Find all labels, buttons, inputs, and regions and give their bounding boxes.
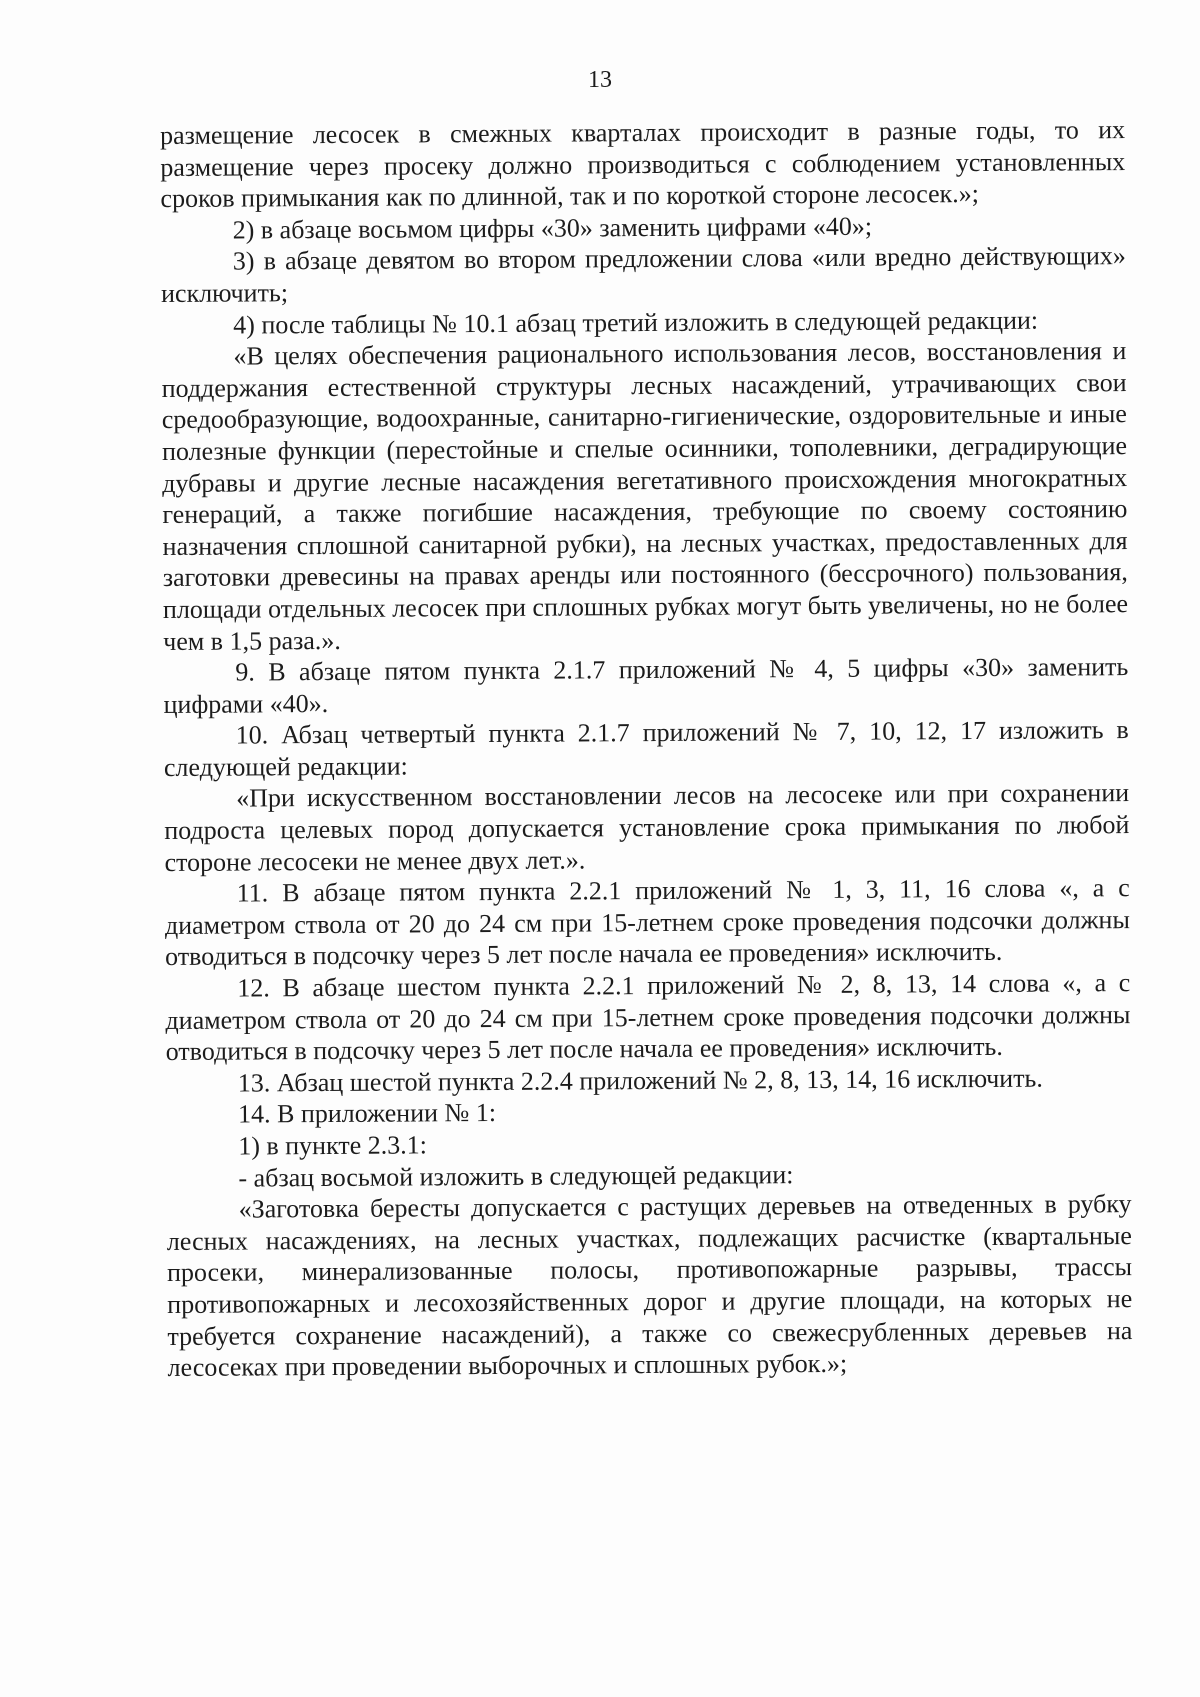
paragraph: 14. В приложении № 1:	[237, 1098, 497, 1129]
paragraph: размещение лесосек в смежных кварталах происходит в разные годы, то их размещение через просеку должно производиться с соблюдением установленных сроков примыкания как по длинной, так и по короткой стороне лесосек.»;	[160, 115, 1126, 214]
quoted-paragraph: «При искусственном восстановлении лесов на лесосеке или при сохранении подроста целевых пород допускается установление срока примыкания по любой стороне лесосеки не менее двух лет.».	[164, 778, 1130, 877]
paragraph: 11. В абзаце пятом пункта 2.2.1 приложений № 1, 3, 11, 16 слова «, а с диаметром ствола от 20 до 24 см при 15-летнем сроке проведения подсочки должны отводиться в подсочку через 5 лет после начала ее проведения» исключить.	[164, 873, 1130, 972]
quoted-paragraph: «Заготовка бересты допускается с растущих деревьев на отведенных в рубку лесных насаждениях, на лесных участках, подлежащих расчистке (квартальные просеки, минерализованные полосы, противопожарные разрывы, трассы противопожарных и лесохозяйственных дорог и другие площади, на которых не требуется сохранение насаждений), а также со свежесрубленных деревьев на лесосеках при проведении выборочных и сплошных рубок.»;	[166, 1189, 1133, 1383]
quoted-paragraph: «В целях обеспечения рационального использования лесов, восстановления и поддержания естественной структуры лесных насаждений, утрачивающих свои средообразующие, водоохранные, санитарно-гигиенические, оздоровительные и иные полезные функции (перестойные и спелые осинники, тополевники, деградирующие дубравы и другие лесные насаждения вегетативного происхождения многократных генераций, а также погибшие насаждения, требующие по своему состоянию назначения сплошной санитарной рубки), на лесных участках, предоставленных для заготовки древесины на правах аренды или постоянного (бессрочного) пользования, площади отдельных лесосек при сплошных рубках могут быть увеличены, но не более чем в 1,5 раза.».	[161, 336, 1129, 656]
paragraph: 10. Абзац четвертый пункта 2.1.7 приложений № 7, 10, 12, 17 изложить в следующей редакции:	[163, 715, 1129, 782]
paragraph: 2) в абзаце восьмом цифры «30» заменить цифрами «40»;	[232, 211, 873, 245]
paragraph: 12. В абзаце шестом пункта 2.2.1 приложений № 2, 8, 13, 14 слова «, а с диаметром ствола от 20 до 24 см при 15-летнем сроке проведения подсочки должны отводиться в подсочку через 5 лет после начала ее проведения» исключить.	[165, 968, 1131, 1067]
paragraph: 4) после таблицы № 10.1 абзац третий изложить в следующей редакции:	[233, 305, 1039, 340]
paragraph: 1) в пункте 2.3.1:	[238, 1130, 428, 1161]
paragraph: 9. В абзаце пятом пункта 2.1.7 приложений № 4, 5 цифры «30» заменить цифрами «40».	[163, 652, 1129, 719]
paragraph: - абзац восьмой изложить в следующей редакции:	[238, 1159, 794, 1193]
paragraph: 13. Абзац шестой пункта 2.2.4 приложений № 2, 8, 13, 14, 16 исключить.	[237, 1063, 1043, 1098]
page-number: 13	[588, 67, 612, 93]
document-body	[160, 114, 1133, 1384]
paragraph: 3) в абзаце девятом во втором предложении слова «или вредно действующих» исключить;	[160, 241, 1126, 308]
